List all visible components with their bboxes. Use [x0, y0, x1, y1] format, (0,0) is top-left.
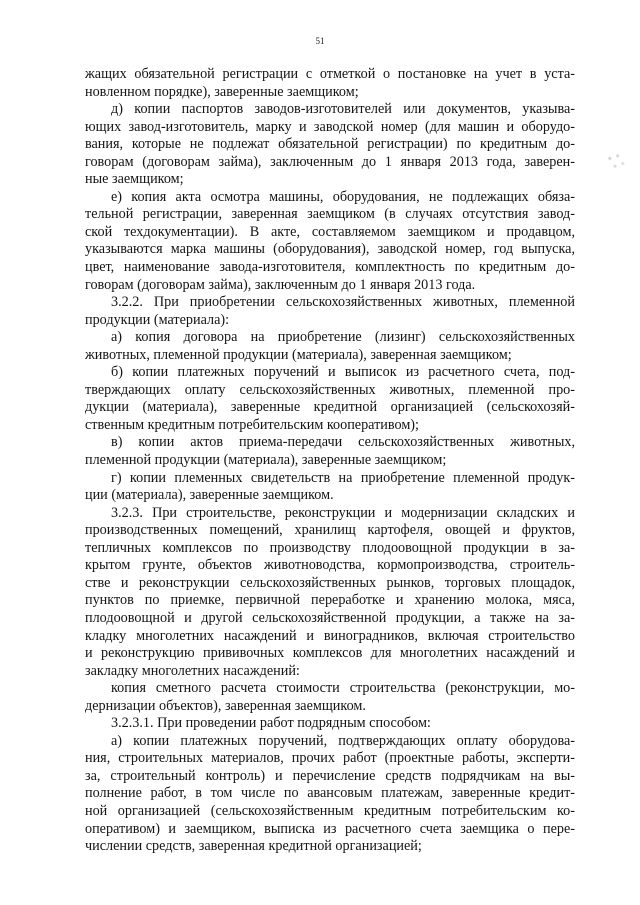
- paragraph-5-line-2: животных, племенной продукции (материала), заверенная заемщиком;: [85, 346, 512, 363]
- paragraph-7-line-1: в) копии актов приема-передачи сельскохозяйственных животных,: [111, 434, 575, 451]
- paragraph-9-line-2: производственных помещений, хранилищ картофеля, овощей и фруктов,: [85, 522, 575, 539]
- page-number: 51: [315, 36, 325, 46]
- paragraph-2-line-5: ные заемщиком;: [85, 171, 184, 188]
- paragraph-1-line-1: жащих обязательной регистрации с отметкой о постановке на учет в уста-: [85, 66, 575, 82]
- paragraph-1-line-2: новленном порядке), заверенные заемщиком;: [85, 83, 359, 100]
- paragraph-9-line-10: закладку многолетних насаждений:: [85, 662, 300, 679]
- paragraph-9-line-3: тепличных комплексов по производству плодоовощной продукции в за-: [85, 539, 575, 556]
- paragraph-4-line-1: 3.2.2. При приобретении сельскохозяйственных животных, племенной: [111, 294, 575, 311]
- paragraph-9-line-7: плодоовощной и другой сельскохозяйственной продукции, а также на за-: [85, 609, 575, 626]
- paragraph-11-line-1: 3.2.3.1. При проведении работ подрядным способом:: [111, 715, 431, 732]
- paragraph-3-line-1: е) копия акта осмотра машины, оборудования, не подлежащих обяза-: [111, 188, 575, 205]
- paragraph-12-line-7: числении средств, заверенная кредитной организацией;: [85, 838, 422, 855]
- paragraph-3-line-2: тельной регистрации, заверенная заемщиком (в случаях отсутствия завод-: [85, 206, 575, 223]
- paragraph-3-line-6: говорам (договорам займа), заключенным до 1 января 2013 года.: [85, 276, 476, 293]
- paragraph-5-line-1: а) копия договора на приобретение (лизинг) сельскохозяйственных: [111, 329, 575, 346]
- paragraph-12-line-2: ния, строительных материалов, прочих работ (проектные работы, эксперти-: [85, 750, 575, 767]
- paragraph-3-line-4: указываются марка машины (оборудования), заводской номер, год выпуска,: [85, 241, 575, 258]
- paragraph-10-line-2: дернизации объектов), заверенная заемщиком.: [85, 697, 366, 714]
- paragraph-4-line-2: продукции (материала):: [85, 311, 230, 328]
- scan-speck-mark: [602, 148, 628, 174]
- paragraph-12-line-6: оперативом) и заемщиком, выписка из расчетного счета заемщика о пере-: [85, 820, 575, 837]
- paragraph-9-line-1: 3.2.3. При строительстве, реконструкции и модернизации складских и: [111, 504, 575, 521]
- paragraph-8-line-1: г) копии племенных свидетельств на приобретение племенной продук-: [111, 469, 575, 486]
- paragraph-2-line-2: ющих завод-изготовитель, марку и заводской номер (для машин и оборудо-: [85, 118, 575, 135]
- paragraph-12-line-4: полнение работ, в том числе по авансовым платежам, заверенные кредит-: [85, 785, 575, 802]
- paragraph-9-line-6: пунктов по приемке, первичной переработке и хранению молока, мяса,: [85, 592, 575, 609]
- paragraph-12-line-5: ной организацией (сельскохозяйственным кредитным потребительским ко-: [85, 802, 575, 819]
- paragraph-9-line-9: и реконструкцию прививочных комплексов для многолетних насаждений и: [85, 645, 575, 662]
- paragraph-2-line-4: говорам (договорам займа), заключенным до 1 января 2013 года, заверен-: [85, 153, 575, 170]
- paragraph-6-line-2: тверждающих оплату сельскохозяйственных животных, племенной про-: [85, 381, 575, 398]
- paragraph-6-line-3: дукции (материала), заверенные кредитной организацией (сельскохозяй-: [85, 399, 575, 416]
- paragraph-2-line-3: вания, которые не подлежат обязательной регистрации) по кредитным до-: [85, 136, 575, 153]
- paragraph-10-line-1: копия сметного расчета стоимости строительства (реконструкции, мо-: [111, 680, 575, 697]
- paragraph-12-line-1: а) копии платежных поручений, подтверждающих оплату оборудова-: [111, 732, 575, 749]
- document-body: [85, 66, 575, 856]
- paragraph-7-line-2: племенной продукции (материала), заверенные заемщиком;: [85, 452, 447, 469]
- paragraph-8-line-2: ции (материала), заверенные заемщиком.: [85, 487, 334, 504]
- paragraph-9-line-5: стве и реконструкции сельскохозяйственных рынков, торговых площадок,: [85, 574, 575, 591]
- paragraph-6-line-4: ственным кредитным потребительским кооперативом);: [85, 416, 419, 433]
- paragraph-12-line-3: за, строительный контроль) и перечисление средств подрядчикам на вы-: [85, 767, 575, 784]
- paragraph-2-line-1: д) копии паспортов заводов-изготовителей или документов, указыва-: [111, 101, 575, 118]
- paragraph-3-line-3: ской техдокументации). В акте, составляемом заемщиком и продавцом,: [85, 223, 575, 240]
- paragraph-9-line-8: кладку многолетних насаждений и виноградников, включая строительство: [85, 627, 575, 644]
- paragraph-3-line-5: цвет, наименование завода-изготовителя, комплектность по кредитным до-: [85, 259, 575, 276]
- paragraph-9-line-4: крытом грунте, объектов животноводства, кормопроизводства, строитель-: [85, 557, 575, 574]
- paragraph-6-line-1: б) копии платежных поручений и выписок из расчетного счета, под-: [111, 364, 575, 381]
